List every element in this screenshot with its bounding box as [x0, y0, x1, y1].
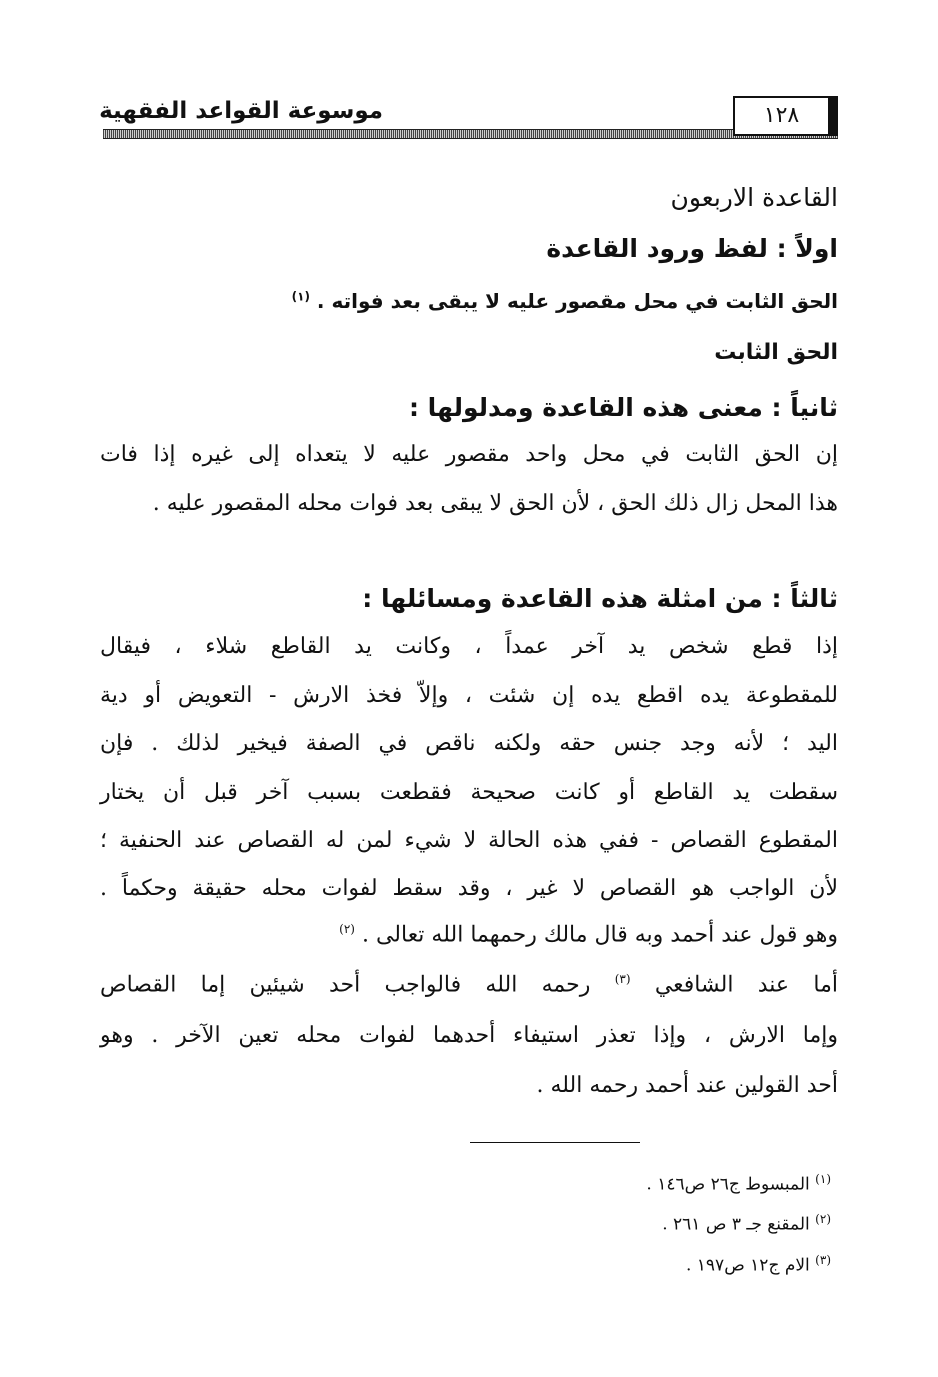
paragraph-line-text: وهو قول عند أحمد وبه قال مالك رحمهما الله تعالى .	[361, 922, 838, 948]
footnote-ref-3: (٣)	[614, 972, 631, 986]
paragraph-line: وإما الارش ، وإذا تعذر استيفاء أحدهما لفوات محله تعين الآخر . وهو	[100, 1023, 838, 1048]
book-title: موسوعة القواعد الفقهية	[99, 98, 383, 124]
section2-heading: ثانياً : معنى هذه القاعدة ومدلولها :	[408, 393, 838, 422]
rule-statement-text: الحق الثابت في محل مقصور عليه لا يبقى بعد فواته .	[316, 289, 838, 313]
footnote-separator	[470, 1142, 640, 1143]
paragraph-line: إذا قطع شخص يد آخر عمداً ، وكانت يد القاطع شلاء ، فيقال	[100, 634, 838, 659]
footnote-number: (٢)	[815, 1212, 831, 1226]
section2-line: هذا المحل زال ذلك الحق ، لأن الحق لا يبقى بعد فوات محله المقصور عليه .	[152, 491, 838, 516]
footnote-number: (١)	[815, 1172, 831, 1186]
footnote-number: (٣)	[815, 1253, 831, 1267]
paragraph-line-text: أما عند الشافعي	[654, 972, 838, 998]
rule-title: القاعدة الاربعون	[670, 183, 838, 212]
rule-statement	[292, 289, 838, 313]
footnote	[646, 1172, 831, 1195]
page-number: ١٢٨	[763, 103, 800, 128]
footnote-text: الام ج١٢ ص١٩٧ .	[685, 1255, 810, 1276]
paragraph-line: المقطوع القصاص - ففي هذه الحالة لا شيء لمن له القصاص عند الحنفية ؛	[100, 828, 838, 853]
footnote-ref-1: (١)	[291, 289, 310, 304]
section3-heading: ثالثاً : من امثلة هذه القاعدة ومسائلها :	[362, 584, 838, 613]
footnote	[686, 1253, 831, 1276]
subheading: الحق الثابت	[714, 340, 838, 365]
paragraph-line: للمقطوعة يده اقطع يده إن شئت ، وإلاّ فخذ الارش - التعويض أو دية	[100, 683, 838, 708]
paragraph-line	[339, 922, 838, 947]
page-number-box	[733, 96, 838, 136]
footnote-text: المقنع جـ ٣ ص ٢٦١ .	[662, 1214, 810, 1235]
section2-line: إن الحق الثابت في محل واحد مقصور عليه لا يتعداه إلى غيره إذا فات	[100, 442, 838, 467]
page-header	[99, 96, 838, 144]
header-rule	[103, 129, 838, 139]
footnote-ref-2: (٢)	[339, 922, 355, 936]
footnote-text: المبسوط ج٢٦ ص١٤٦ .	[646, 1174, 810, 1195]
paragraph-line-text: رحمه الله فالواجب أحد شيئين إما القصاص	[100, 972, 591, 998]
paragraph-line	[100, 972, 838, 997]
paragraph-line: أحد القولين عند أحمد رحمه الله .	[536, 1073, 838, 1098]
paragraph-line: سقطت يد القاطع أو كانت صحيحة فقطعت بسبب آخر قبل أن يختار	[100, 780, 838, 805]
footnote	[662, 1212, 831, 1235]
section1-heading: اولاً : لفظ ورود القاعدة	[546, 234, 838, 263]
paragraph-line: لأن الواجب هو القصاص لا غير ، وقد سقط لفوات محله حقيقة وحكماً .	[100, 876, 838, 901]
paragraph-line: اليد ؛ لأنه وجد جنس حقه ولكنه ناقص في الصفة فيخير لذلك . فإن	[100, 731, 838, 756]
